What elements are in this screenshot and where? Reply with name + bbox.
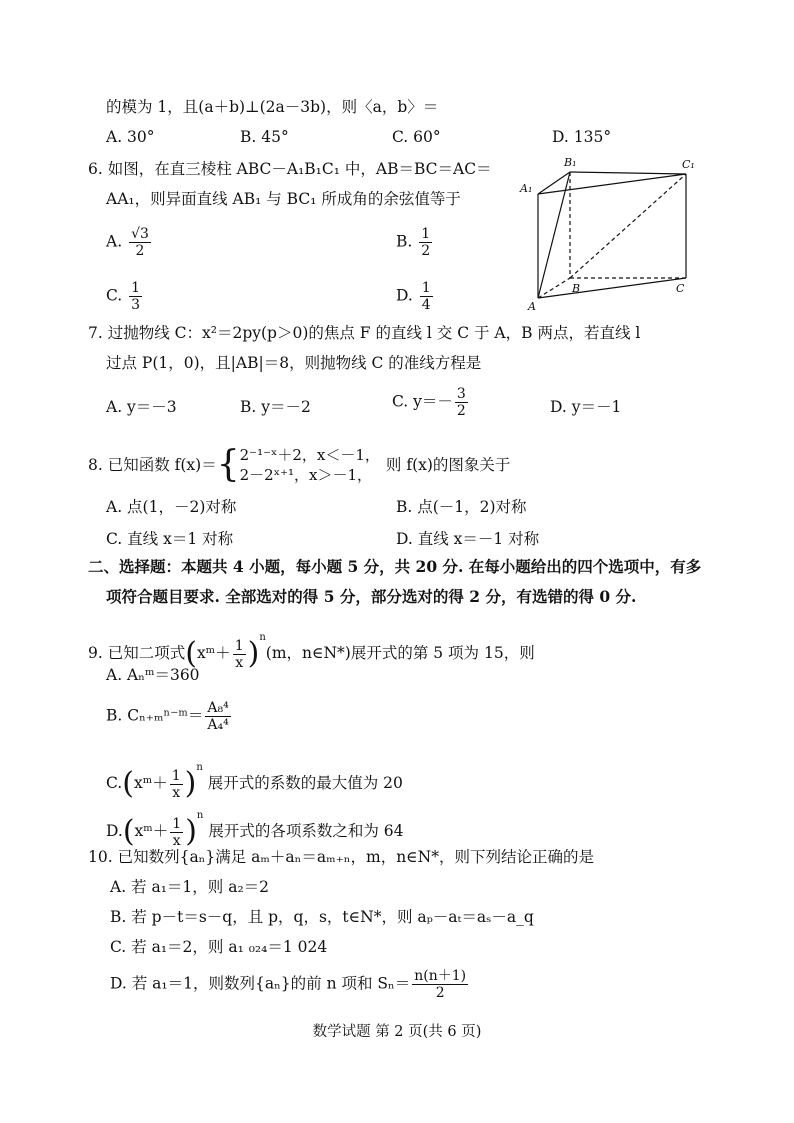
edge-b1c1 bbox=[570, 172, 686, 174]
section-2-heading-line2: 项符合题目要求. 全部选对的得 5 分，部分选对的得 2 分，有选错的得 0 分. bbox=[106, 587, 637, 606]
q6-option-b-fraction: $\frac{1}{2}$ bbox=[421, 226, 431, 259]
q9-option-b-fraction: $\frac{\text{A₈⁴}}{\text{A₄⁴}}$ bbox=[207, 700, 229, 733]
paren-right: ) bbox=[185, 814, 197, 849]
q10-option-d-fraction: $\frac{n(n+1)}{2}$ bbox=[414, 968, 467, 1001]
q8-option-c: C. 直线 x＝1 对称 bbox=[106, 530, 234, 548]
q9-option-c-text: 展开式的系数的最大值为 20 bbox=[207, 774, 403, 792]
q9-option-d bbox=[106, 796, 403, 851]
q9-option-b bbox=[106, 700, 233, 733]
piecewise-brace: { bbox=[216, 444, 240, 485]
piecewise-cases bbox=[240, 445, 380, 485]
q6-option-b-label: B. bbox=[396, 232, 413, 251]
paren-left: ( bbox=[185, 636, 197, 671]
q6-option-c-label: C. bbox=[106, 286, 123, 305]
q9-binomial-fraction: $\frac{1}{x}$ bbox=[234, 637, 244, 671]
label-b: B bbox=[572, 282, 581, 295]
q6-stem-line1: 6. 如图，在直三棱柱 ABC－A₁B₁C₁ 中，AB＝BC＝AC＝ bbox=[88, 160, 492, 178]
diag-bc1 bbox=[570, 174, 686, 278]
q9-option-c bbox=[106, 748, 403, 803]
label-c: C bbox=[676, 282, 685, 295]
q9-option-a: A. Aₙᵐ＝360 bbox=[106, 666, 200, 684]
q9-option-d-binomial-base: xᵐ＋ bbox=[134, 822, 169, 840]
q8-option-d: D. 直线 x＝－1 对称 bbox=[396, 530, 540, 548]
q8-prefix: 8. 已知函数 f(x)＝ bbox=[88, 456, 217, 474]
q9-option-d-exponent: n bbox=[196, 810, 204, 821]
q10-option-d-label: D. 若 a₁＝1，则数列{aₙ}的前 n 项和 Sₙ＝ bbox=[110, 974, 411, 993]
q7-option-c-label: C. y＝－ bbox=[392, 392, 453, 411]
q9-option-c-label: C. bbox=[106, 774, 123, 792]
q6-option-d-fraction: $\frac{1}{4}$ bbox=[421, 280, 431, 313]
q6-option-d bbox=[396, 280, 435, 313]
q9-option-c-exponent: n bbox=[196, 762, 203, 773]
q10-option-b: B. 若 p－t＝s－q，且 p，q，s，t∈N*，则 aₚ－aₜ＝aₛ－a_q bbox=[110, 908, 534, 926]
q7-option-c-fraction: $\frac{3}{2}$ bbox=[456, 386, 466, 419]
piecewise-case-1: 2⁻¹⁻ˣ＋2，x＜－1， bbox=[239, 446, 380, 464]
q9-suffix: (m，n∈N*)展开式的第 5 项为 15，则 bbox=[265, 644, 535, 662]
q7-stem-line2: 过点 P(1，0)，且|AB|＝8，则抛物线 C 的准线方程是 bbox=[106, 354, 482, 372]
paren-right: ) bbox=[247, 636, 260, 671]
q6-stem-line2: AA₁，则异面直线 AB₁ 与 BC₁ 所成角的余弦值等于 bbox=[106, 190, 461, 208]
q7-option-d: D. y＝－1 bbox=[550, 398, 622, 416]
edge-ac bbox=[538, 278, 686, 298]
q9-option-d-text: 展开式的各项系数之和为 64 bbox=[208, 822, 404, 840]
paren-left: ( bbox=[122, 766, 134, 801]
label-b1: B₁ bbox=[564, 156, 577, 169]
q6-option-c-fraction: $\frac{1}{3}$ bbox=[131, 280, 141, 313]
q6-option-a-fraction: $\frac{√3}{2}$ bbox=[131, 226, 149, 259]
q6-option-a-label: A. bbox=[106, 232, 123, 251]
q5-option-c: C. 60° bbox=[392, 128, 441, 146]
q5-option-d: D. 135° bbox=[552, 128, 612, 146]
q9-exponent: n bbox=[259, 632, 266, 643]
q7-option-b: B. y＝－2 bbox=[240, 398, 311, 416]
q9-option-d-fraction: $\frac{1}{x}$ bbox=[172, 815, 182, 849]
q8-suffix: 则 f(x)的图象关于 bbox=[385, 456, 511, 474]
q10-stem: 10. 已知数列{aₙ}满足 aₘ＋aₙ＝aₘ₊ₙ，m，n∈N*，则下列结论正确的是 bbox=[88, 848, 594, 866]
page-footer: 数学试题 第 2 页(共 6 页) bbox=[312, 1024, 482, 1040]
q5-option-b: B. 45° bbox=[240, 128, 289, 146]
q9-option-b-label: B. Cₙ₊ₘⁿ⁻ᵐ＝ bbox=[106, 706, 204, 725]
q7-stem-line1: 7. 过抛物线 C：x²＝2py(p＞0)的焦点 F 的直线 l 交 C 于 A，B 两点，若直线 l bbox=[88, 324, 641, 342]
edge-a1c1 bbox=[538, 174, 686, 194]
q9-binomial-base: xᵐ＋ bbox=[196, 644, 231, 662]
q8-option-a: A. 点(1，－2)对称 bbox=[106, 498, 237, 516]
q10-option-a: A. 若 a₁＝1，则 a₂＝2 bbox=[110, 878, 270, 896]
q9-option-c-fraction: $\frac{1}{x}$ bbox=[171, 767, 181, 801]
q9-prefix: 9. 已知二项式 bbox=[88, 644, 186, 662]
q6-option-c bbox=[106, 280, 144, 313]
section-2-heading-line1: 二、选择题：本题共 4 小题，每小题 5 分，共 20 分. 在每小题给出的四个选项中，有多 bbox=[88, 557, 702, 576]
q7-option-a: A. y＝－3 bbox=[106, 398, 177, 416]
q10-option-d bbox=[110, 968, 470, 1001]
q6-option-b bbox=[396, 226, 434, 259]
q5-stem: 的模为 1，且(a＋b)⊥(2a－3b)，则〈a，b〉＝ bbox=[106, 98, 439, 116]
q6-option-d-label: D. bbox=[396, 286, 413, 305]
q10-option-c: C. 若 a₁＝2，则 a₁ ₀₂₄＝1 024 bbox=[110, 938, 328, 956]
piecewise-case-2: 2－2ˣ⁺¹，x＞－1， bbox=[239, 466, 373, 484]
label-c1: C₁ bbox=[682, 158, 695, 171]
q8-stem bbox=[88, 440, 510, 490]
label-a1: A₁ bbox=[520, 182, 533, 195]
q9-option-d-label: D. bbox=[106, 822, 123, 840]
label-a: A bbox=[528, 300, 536, 312]
paren-left: ( bbox=[122, 814, 135, 849]
q9-option-c-binomial-base: xᵐ＋ bbox=[133, 774, 168, 792]
q8-option-b: B. 点(－1，2)对称 bbox=[396, 498, 527, 516]
q5-option-a: A. 30° bbox=[106, 128, 155, 146]
q7-option-c bbox=[392, 386, 470, 419]
prism-figure bbox=[518, 152, 698, 312]
q6-option-a bbox=[106, 226, 153, 259]
paren-right: ) bbox=[184, 766, 197, 801]
